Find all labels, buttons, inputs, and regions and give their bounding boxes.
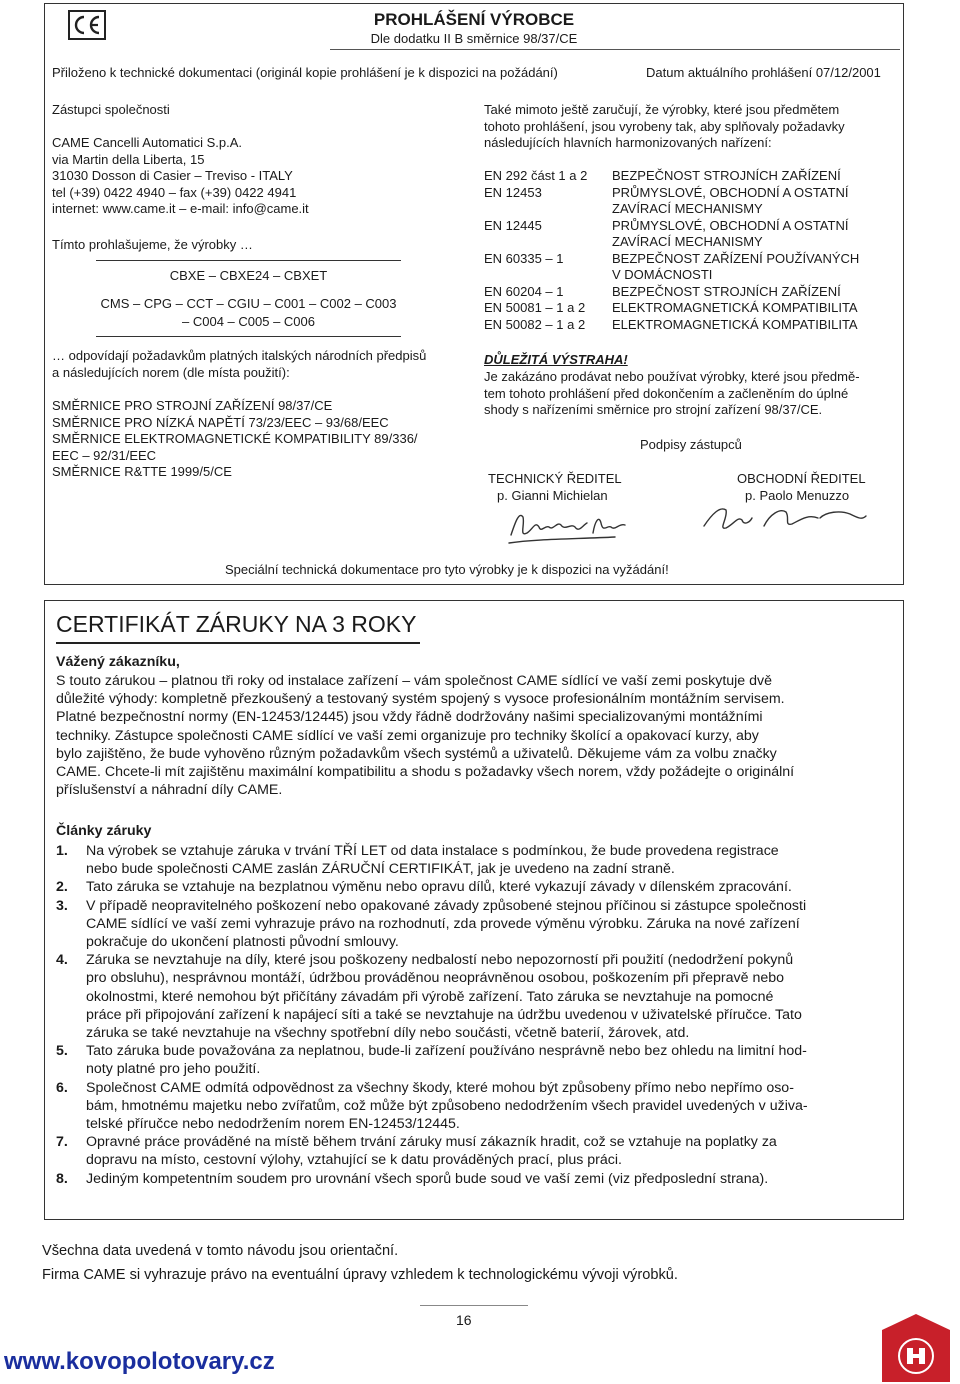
- company-street: via Martin della Liberta, 15: [52, 151, 205, 167]
- article-line: Jediným kompetentním soudem pro urovnání všech sporů bude soud ve vaší zemi (viz předposlední strana).: [86, 1170, 769, 1187]
- company-web: internet: www.came.it – e-mail: info@came.it: [52, 201, 309, 216]
- company-city: 31030 Dosson di Casier – Treviso - ITALY: [52, 168, 293, 183]
- tech-director-title: TECHNICKÝ ŘEDITEL: [488, 471, 622, 486]
- en-desc: PRŮMYSLOVÉ, OBCHODNÍ A OSTATNÍ: [612, 217, 849, 233]
- page-number-rule: [420, 1305, 528, 1306]
- article-line: práce při připojování zařízení k napájecí síti a také se nevztahuje na údržbu uvedenou v uživatelské příručce. Tato: [86, 1006, 802, 1023]
- article-line: V případě neopravitelného poškození nebo opakované závady způsobené stejnou příčinou si zástupce společnosti: [86, 897, 807, 914]
- tech-director-signature: [505, 503, 635, 551]
- intro-line: techniky. Zástupce společnosti CAME sídlící ve vaší zemi organizuje pro techniky školící a opakovací kurzy, aby: [56, 727, 759, 744]
- en-desc: BEZPEČNOST ZAŘÍZENÍ POUŽÍVANÝCH: [612, 250, 860, 266]
- intro-line: příslušenství a náhradní díly CAME.: [56, 782, 283, 799]
- article-line: Na výrobek se vztahuje záruka v trvání TŘÍ LET od data instalace s podmínkou, že bude provedena registrace: [86, 843, 779, 859]
- article-number: 2.: [56, 879, 68, 896]
- article-item: [56, 897, 901, 952]
- footer-note-orientation: Všechna data uvedená v tomto návodu jsou orientační.: [42, 1243, 399, 1259]
- article-line: CAME sídlící ve vaší zemi vyhrazuje právo na rozhodnutí, zda provede výměnu výrobku. Záruka na nové zařízení: [86, 915, 800, 932]
- certificate-greeting: Vážený zákazníku,: [56, 654, 180, 670]
- directive-list: [52, 398, 418, 481]
- guarantee-line: následujících hlavních harmonizovaných nařízení:: [484, 135, 772, 150]
- article-number: 6.: [56, 1079, 68, 1096]
- warning-line: Je zakázáno prodávat nebo používat výrobky, které jsou předmě-: [484, 369, 860, 384]
- en-standard-row: [484, 168, 894, 185]
- en-standard-row: [484, 300, 894, 317]
- articles-list: [56, 842, 901, 1188]
- website-link[interactable]: www.kovopolotovary.cz: [4, 1348, 275, 1375]
- title-rule: [330, 49, 900, 50]
- warning-line: shody s nařízeními směrnice pro strojní zařízení 98/37/CE.: [484, 402, 823, 417]
- intro-line: Platné bezpečnostní normy (EN-12453/12445) jsou vždy řádně dodržovány našimi specializovanými montážními: [56, 709, 763, 726]
- declaration-subtitle: Dle dodatku II B směrnice 98/37/CE: [370, 31, 578, 46]
- guarantee-text: [484, 102, 845, 152]
- en-code: EN 60335 – 1: [484, 250, 564, 266]
- sales-director-signature: [700, 500, 870, 540]
- directive-item: EEC – 92/31/EEC: [52, 447, 157, 463]
- intro-line: důležité výhody: kompletně přezkoušený a testovaný systém spojený s vysoce profesionálním montážním servisem.: [56, 691, 785, 708]
- directive-item: SMĚRNICE PRO NÍZKÁ NAPĚTÍ 73/23/EEC – 93/68/EEC: [52, 414, 389, 430]
- footer-note-rights: Firma CAME si vyhrazuje právo na eventuální úpravy vzhledem k technologickému vývoji výrobků.: [42, 1267, 678, 1283]
- en-desc: PRŮMYSLOVÉ, OBCHODNÍ A OSTATNÍ: [612, 184, 849, 200]
- en-standard-row: [484, 218, 894, 251]
- en-desc: V DOMÁCNOSTI: [612, 267, 713, 282]
- en-desc: ZAVÍRACÍ MECHANISMY: [612, 201, 763, 216]
- en-standards-list: [484, 168, 894, 333]
- article-item: [56, 878, 901, 896]
- attached-note: Přiloženo k technické dokumentaci (originál kopie prohlášení je k dispozici na požádání): [52, 65, 558, 80]
- article-line: okolnostmi, které nemohou být přičítány závadám při výrobě zařízení. Tato záruka se nevztahuje na pomocné: [86, 988, 774, 1005]
- article-item: [56, 951, 901, 1042]
- article-line: Opravné práce prováděné na místě během trvání záruky musí zákazník hradit, což se vztahuje na poplatky za: [86, 1134, 777, 1151]
- en-desc: BEZPEČNOST STROJNÍCH ZAŘÍZENÍ: [612, 283, 841, 299]
- article-item: [56, 1042, 901, 1078]
- en-code: EN 60204 – 1: [484, 283, 564, 299]
- ce-mark-icon: [68, 10, 106, 40]
- article-number: 8.: [56, 1170, 68, 1187]
- signatures-label: Podpisy zástupců: [640, 437, 742, 452]
- warning-title: DŮLEŽITÁ VÝSTRAHA!: [484, 352, 628, 367]
- quality-stamp-icon: [878, 1312, 954, 1384]
- page-number: 16: [456, 1312, 472, 1328]
- en-code: EN 50082 – 1 a 2: [484, 316, 586, 332]
- directive-item: SMĚRNICE R&TTE 1999/5/CE: [52, 464, 232, 479]
- en-standard-row: [484, 284, 894, 301]
- article-number: 1.: [56, 843, 68, 859]
- sales-director-name: p. Paolo Menuzzo: [745, 488, 850, 503]
- sales-director-title: OBCHODNÍ ŘEDITEL: [737, 471, 866, 486]
- en-code: EN 292 část 1 a 2: [484, 168, 588, 183]
- company-name: CAME Cancelli Automatici S.p.A.: [52, 135, 243, 150]
- en-desc: ELEKTROMAGNETICKÁ KOMPATIBILITA: [612, 300, 858, 315]
- article-number: 4.: [56, 952, 68, 969]
- conform-line: a následujících norem (dle místa použití):: [52, 364, 290, 380]
- article-line: nebo bude společnosti CAME zaslán ZÁRUČNÍ CERTIFIKÁT, jak je uvedeno na zadní straně.: [86, 861, 675, 878]
- special-doc-note: Speciální technická dokumentace pro tyto výrobky je k dispozici na vyžádání!: [225, 562, 669, 577]
- directive-item: SMĚRNICE ELEKTROMAGNETICKÉ KOMPATIBILITY 89/336/: [52, 431, 418, 446]
- intro-line: bylo zajištěno, že bude vyhověno různým požadavkům všech systémů a uživatelů. Děkujeme vám za volbu značky: [56, 745, 777, 762]
- en-standard-row: [484, 251, 894, 284]
- en-standard-row: [484, 185, 894, 218]
- article-line: dopravu na místo, cestovní výlohy, vztahující se k datu prováděných prací, plus práci.: [86, 1152, 622, 1169]
- conform-text: [52, 348, 426, 381]
- article-line: Záruka se nevztahuje na díly, které jsou poškozeny nedbalostí nebo nepozorností při použití (nedodržení pokynů: [86, 952, 794, 969]
- article-line: pro obsluhu), nesprávnou montáží, údržbou prováděnou neoprávněnou osobou, poškozením při přepravě nebo: [86, 970, 785, 987]
- article-line: záruka se také nevztahuje na všechny spotřební díly nebo součásti, včetně baterií, žárovek, atd.: [86, 1025, 690, 1042]
- article-line: telské příručce nebo nedodržením norem EN-12453/12445.: [86, 1116, 460, 1133]
- article-number: 3.: [56, 897, 68, 914]
- warning-line: tem tohoto prohlášení před dokončením a začleněním do úplné: [484, 385, 849, 401]
- product-main: CBXE – CBXE24 – CBXET: [169, 268, 328, 283]
- company-address: [52, 135, 309, 218]
- article-line: Společnost CAME odmítá odpovědnost za všechny škody, které mohou být způsobeny přímo nebo nepřímo oso-: [86, 1079, 794, 1096]
- certificate-title-underline: [56, 642, 420, 644]
- certificate-intro: [56, 672, 896, 799]
- article-line: noty platné pro jeho použití.: [86, 1061, 261, 1078]
- certificate-title: CERTIFIKÁT ZÁRUKY NA 3 ROKY: [56, 611, 417, 637]
- article-item: [56, 1170, 901, 1188]
- article-item: [56, 1079, 901, 1134]
- en-code: EN 50081 – 1 a 2: [484, 300, 586, 315]
- articles-title: Články záruky: [56, 823, 152, 839]
- article-line: bám, hmotnému majetku nebo zvířatům, což může být způsobeno nedodržením všech pravidel uvedených v uživa-: [86, 1097, 808, 1114]
- guarantee-line: Také mimoto ještě zaručují, že výrobky, které jsou předmětem: [484, 102, 840, 117]
- update-date: Datum aktuálního prohlášení 07/12/2001: [646, 65, 881, 80]
- article-item: [56, 842, 901, 878]
- en-desc: ZAVÍRACÍ MECHANISMY: [612, 234, 763, 249]
- guarantee-line: tohoto prohlášení, jsou vyrobeny tak, aby splňovaly požadavky: [484, 118, 845, 134]
- en-desc: BEZPEČNOST STROJNÍCH ZAŘÍZENÍ: [612, 168, 841, 183]
- product-variants-cont: – C004 – C005 – C006: [182, 314, 315, 329]
- product-variants: CMS – CPG – CCT – CGIU – C001 – C002 – C003: [100, 296, 397, 311]
- intro-line: S touto zárukou – platnou tři roky od instalace zařízení – vám společnost CAME sídlící ve vaší zemi poskytuje dvě: [56, 673, 773, 689]
- conform-line: … odpovídají požadavkům platných italských národních předpisů: [52, 348, 427, 363]
- article-line: Tato záruka se vztahuje na bezplatnou výměnu nebo opravu dílů, které vykazují závady v dílenském zpracování.: [86, 879, 792, 896]
- directive-item: SMĚRNICE PRO STROJNÍ ZAŘÍZENÍ 98/37/CE: [52, 398, 333, 413]
- tech-director-name: p. Gianni Michielan: [497, 488, 608, 503]
- representatives-label: Zástupci společnosti: [52, 102, 170, 117]
- declare-text: Tímto prohlašujeme, že výrobky …: [52, 237, 253, 252]
- en-standard-row: [484, 317, 894, 334]
- article-item: [56, 1133, 901, 1169]
- article-number: 7.: [56, 1134, 68, 1151]
- declaration-title: PROHLÁŠENÍ VÝROBCE: [373, 10, 575, 29]
- en-code: EN 12453: [484, 184, 542, 200]
- warning-text: [484, 369, 860, 419]
- intro-line: CAME. Chcete-li mít zajištěnu maximální kompatibilitu a shodu s požadavky všech norem, vždy požádejte o originální: [56, 764, 795, 781]
- en-code: EN 12445: [484, 217, 542, 233]
- article-number: 5.: [56, 1043, 68, 1060]
- article-line: Tato záruka bude považována za neplatnou, bude-li zařízení používáno nesprávně nebo bez ohledu na limitní hod-: [86, 1043, 807, 1060]
- article-line: pokračuje do ukončení platnosti původní smlouvy.: [86, 934, 399, 951]
- en-desc: ELEKTROMAGNETICKÁ KOMPATIBILITA: [612, 316, 858, 332]
- company-phone: tel (+39) 0422 4940 – fax (+39) 0422 4941: [52, 184, 297, 200]
